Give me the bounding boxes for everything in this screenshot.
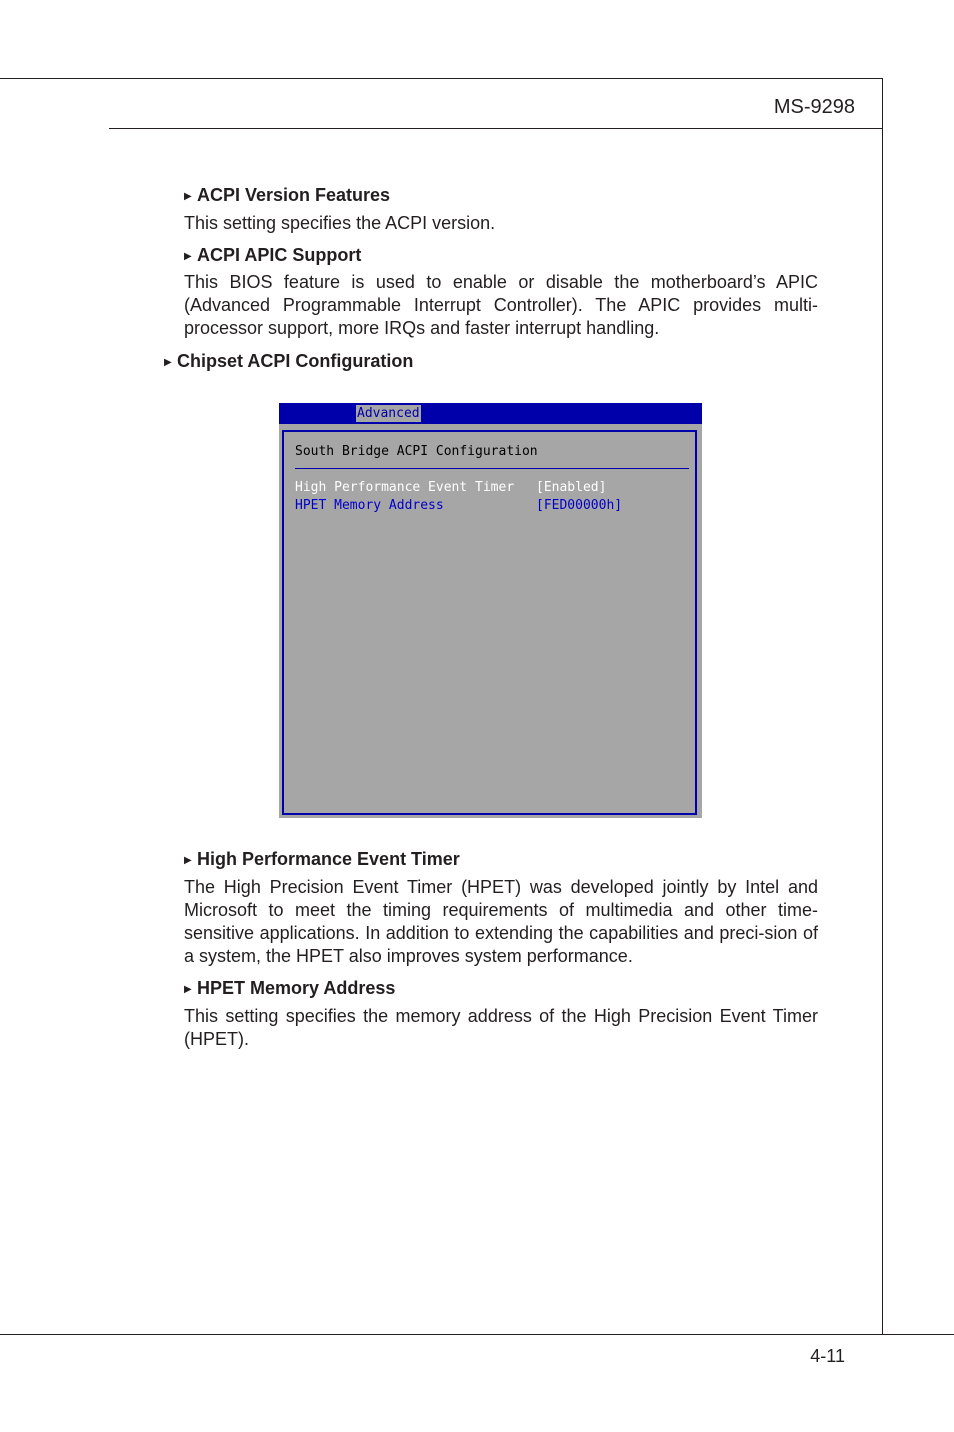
bullet-triangle-icon: ▶: [184, 191, 192, 202]
bios-row-value: [Enabled]: [536, 480, 607, 495]
bullet-triangle-icon: ▶: [184, 984, 192, 995]
para-hpet-address: This setting specifies the memory address of the High Precision Event Timer (HPET).: [184, 1006, 818, 1049]
top-rule: [0, 78, 883, 79]
bios-row-value: [FED00000h]: [536, 498, 623, 513]
para-acpi-apic: This BIOS feature is used to enable or disable the motherboard’s APIC (Advanced Programmable Interrupt Controller). The APIC provides multi-processor support, more IRQs and faster interrupt handling.: [184, 272, 818, 338]
page-number: 4-11: [810, 1346, 845, 1366]
para-acpi-version: This setting specifies the ACPI version.: [184, 213, 496, 233]
bullet-triangle-icon: ▶: [184, 855, 192, 866]
header-rule: [109, 128, 883, 129]
bios-menu-bar: [279, 403, 702, 424]
bios-row-hpet-timer[interactable]: [295, 480, 607, 495]
heading-chipset-acpi: ▶ Chipset ACPI Configuration: [164, 351, 414, 371]
bullet-triangle-icon: ▶: [184, 251, 192, 262]
heading-hpet-address: ▶ HPET Memory Address: [184, 978, 396, 998]
bios-panel: [282, 430, 697, 815]
heading-acpi-apic: ▶ ACPI APIC Support: [184, 245, 362, 265]
heading-acpi-version: ▶ ACPI Version Features: [184, 185, 391, 205]
para-hpet-timer: The High Precision Event Timer (HPET) was developed jointly by Intel and Microsoft to meet the timing requirements of multimedia and other time-sensitive applications. In addition to extending the capabilities and preci-sion of a system, the HPET also improves system performance.: [184, 877, 818, 966]
bios-tab-advanced[interactable]: Advanced: [357, 406, 420, 421]
bios-row-hpet-address[interactable]: [295, 498, 623, 513]
bottom-rule: [0, 1334, 954, 1335]
model-number: MS-9298: [773, 96, 855, 118]
bios-panel-title: South Bridge ACPI Configuration: [295, 444, 538, 459]
bios-separator: [295, 468, 689, 469]
heading-hpet-timer: ▶ High Performance Event Timer: [184, 849, 460, 869]
bios-row-label: HPET Memory Address: [295, 498, 444, 513]
right-rule: [882, 78, 883, 1335]
bullet-triangle-icon: ▶: [164, 357, 172, 368]
bios-row-label: High Performance Event Timer: [295, 480, 515, 495]
bios-screenshot: [279, 403, 702, 818]
